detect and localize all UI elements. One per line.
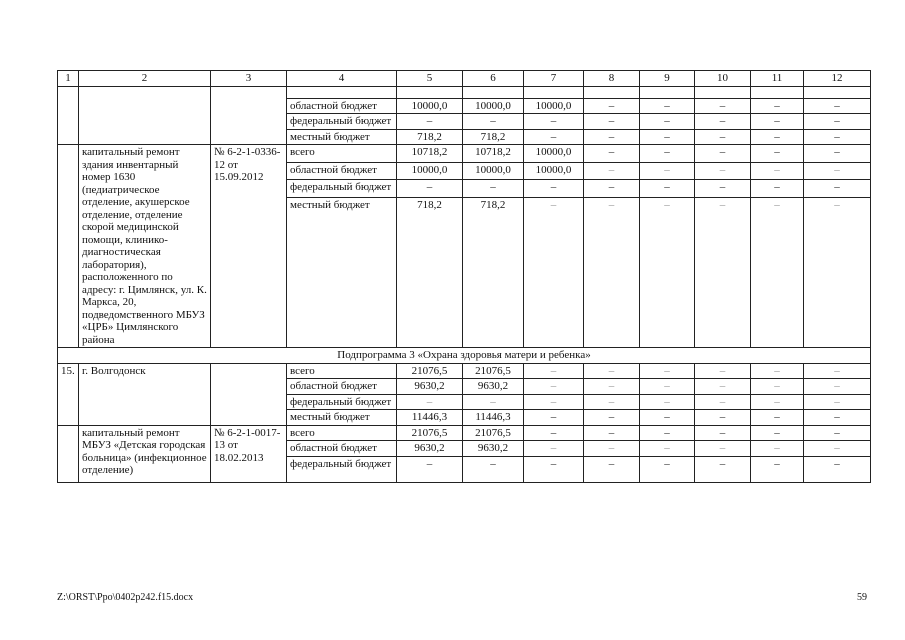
source-label: всего xyxy=(287,363,397,379)
dash-cell: – xyxy=(751,441,804,457)
dash-cell: – xyxy=(804,145,871,163)
dash-cell: – xyxy=(751,363,804,379)
value-cell: – xyxy=(524,363,584,379)
dash-cell: – xyxy=(584,456,640,482)
dash-cell: – xyxy=(584,198,640,348)
dash-cell: – xyxy=(640,441,695,457)
dash-cell: – xyxy=(751,145,804,163)
dash-cell: – xyxy=(695,98,751,114)
table-cell xyxy=(211,86,287,145)
dash-cell: – xyxy=(751,456,804,482)
source-label: областной бюджет xyxy=(287,98,397,114)
source-label: областной бюджет xyxy=(287,379,397,395)
dash-cell: – xyxy=(584,441,640,457)
table-row xyxy=(58,86,871,98)
column-header: 12 xyxy=(804,71,871,87)
dash-cell: – xyxy=(584,379,640,395)
table-cell xyxy=(287,86,397,98)
dash-cell: – xyxy=(804,441,871,457)
column-header: 10 xyxy=(695,71,751,87)
dash-cell: – xyxy=(804,379,871,395)
dash-cell: – xyxy=(584,145,640,163)
table-row xyxy=(58,145,871,163)
column-header: 11 xyxy=(751,71,804,87)
source-label: федеральный бюджет xyxy=(287,394,397,410)
dash-cell: – xyxy=(751,98,804,114)
dash-cell: – xyxy=(584,394,640,410)
dash-cell: – xyxy=(695,456,751,482)
value-cell: 9630,2 xyxy=(463,379,524,395)
value-cell: – xyxy=(463,114,524,130)
value-cell: 10000,0 xyxy=(524,145,584,163)
source-label: местный бюджет xyxy=(287,129,397,145)
value-cell: – xyxy=(397,114,463,130)
column-header: 9 xyxy=(640,71,695,87)
table-cell xyxy=(211,363,287,425)
dash-cell: – xyxy=(804,394,871,410)
dash-cell: – xyxy=(804,180,871,198)
dash-cell: – xyxy=(695,410,751,426)
document-ref: № 6-2-1-0336-12 от 15.09.2012 xyxy=(211,145,287,348)
value-cell: 21076,5 xyxy=(463,363,524,379)
column-header: 3 xyxy=(211,71,287,87)
document-ref: № 6-2-1-0017-13 от 18.02.2013 xyxy=(211,425,287,482)
dash-cell: – xyxy=(695,114,751,130)
value-cell: 718,2 xyxy=(463,198,524,348)
value-cell: – xyxy=(524,456,584,482)
dash-cell: – xyxy=(640,129,695,145)
dash-cell: – xyxy=(804,425,871,441)
dash-cell: – xyxy=(804,114,871,130)
dash-cell: – xyxy=(695,394,751,410)
source-label: местный бюджет xyxy=(287,198,397,348)
dash-cell: – xyxy=(695,363,751,379)
value-cell: – xyxy=(397,180,463,198)
dash-cell: – xyxy=(695,379,751,395)
column-header: 1 xyxy=(58,71,79,87)
value-cell: 10718,2 xyxy=(463,145,524,163)
value-cell: 11446,3 xyxy=(397,410,463,426)
value-cell: – xyxy=(524,198,584,348)
page-number: 59 xyxy=(857,592,867,603)
value-cell: – xyxy=(524,180,584,198)
value-cell: – xyxy=(463,456,524,482)
dash-cell: – xyxy=(751,162,804,180)
dash-cell: – xyxy=(695,441,751,457)
source-label: всего xyxy=(287,425,397,441)
column-header: 5 xyxy=(397,71,463,87)
column-header: 4 xyxy=(287,71,397,87)
table-cell xyxy=(584,86,640,98)
source-label: областной бюджет xyxy=(287,162,397,180)
table-cell xyxy=(463,86,524,98)
value-cell: – xyxy=(524,410,584,426)
source-label: областной бюджет xyxy=(287,441,397,457)
dash-cell: – xyxy=(804,198,871,348)
subprogram-row xyxy=(58,348,871,364)
dash-cell: – xyxy=(640,114,695,130)
dash-cell: – xyxy=(751,425,804,441)
table-cell xyxy=(524,86,584,98)
dash-cell: – xyxy=(751,379,804,395)
column-header: 6 xyxy=(463,71,524,87)
dash-cell: – xyxy=(584,129,640,145)
footer-file-path: Z:\ORST\Ppo\0402p242.f15.docx xyxy=(57,592,194,603)
table-cell xyxy=(695,86,751,98)
value-cell: 21076,5 xyxy=(397,363,463,379)
budget-table xyxy=(57,70,871,483)
object-name: капитальный ремонт МБУЗ «Детская городская больница» (инфекционное отделение) xyxy=(79,425,211,482)
subprogram-title: Подпрограмма 3 «Охрана здоровья матери и ребенка» xyxy=(58,348,871,364)
dash-cell: – xyxy=(584,98,640,114)
dash-cell: – xyxy=(804,162,871,180)
value-cell: 21076,5 xyxy=(463,425,524,441)
dash-cell: – xyxy=(804,363,871,379)
row-number: 15. xyxy=(58,363,79,425)
dash-cell: – xyxy=(640,456,695,482)
dash-cell: – xyxy=(584,363,640,379)
dash-cell: – xyxy=(640,198,695,348)
dash-cell: – xyxy=(584,180,640,198)
table-cell xyxy=(751,86,804,98)
dash-cell: – xyxy=(584,425,640,441)
dash-cell: – xyxy=(640,379,695,395)
dash-cell: – xyxy=(804,410,871,426)
table-cell xyxy=(58,145,79,348)
table-cell xyxy=(397,86,463,98)
value-cell: 718,2 xyxy=(463,129,524,145)
dash-cell: – xyxy=(695,129,751,145)
dash-cell: – xyxy=(584,410,640,426)
source-label: всего xyxy=(287,145,397,163)
value-cell: 9630,2 xyxy=(463,441,524,457)
dash-cell: – xyxy=(695,425,751,441)
value-cell: 10000,0 xyxy=(397,98,463,114)
column-header: 7 xyxy=(524,71,584,87)
table-row xyxy=(58,363,871,379)
value-cell: 10000,0 xyxy=(397,162,463,180)
value-cell: – xyxy=(524,129,584,145)
source-label: федеральный бюджет xyxy=(287,180,397,198)
dash-cell: – xyxy=(695,162,751,180)
dash-cell: – xyxy=(640,145,695,163)
column-header: 2 xyxy=(79,71,211,87)
dash-cell: – xyxy=(695,180,751,198)
table-cell xyxy=(79,86,211,145)
value-cell: 21076,5 xyxy=(397,425,463,441)
value-cell: 11446,3 xyxy=(463,410,524,426)
dash-cell: – xyxy=(751,394,804,410)
dash-cell: – xyxy=(751,198,804,348)
dash-cell: – xyxy=(640,394,695,410)
table-cell xyxy=(804,86,871,98)
value-cell: – xyxy=(463,394,524,410)
dash-cell: – xyxy=(640,425,695,441)
dash-cell: – xyxy=(751,129,804,145)
value-cell: 718,2 xyxy=(397,198,463,348)
value-cell: – xyxy=(524,441,584,457)
value-cell: – xyxy=(463,180,524,198)
dash-cell: – xyxy=(584,114,640,130)
value-cell: – xyxy=(524,379,584,395)
object-name: капитальный ремонт здания инвентарный номер 1630 (педиатрическое отделение, акушерское отделение, отделение скорой медицинской помощи, клинико-диагностическая лаборатория), расположенного по адресу: г. Цимлянск, ул. К. Маркса, 20, подведомственного МБУЗ «ЦРБ» Цимлянского района xyxy=(79,145,211,348)
value-cell: 10000,0 xyxy=(524,98,584,114)
dash-cell: – xyxy=(640,180,695,198)
dash-cell: – xyxy=(640,162,695,180)
dash-cell: – xyxy=(751,410,804,426)
value-cell: 10000,0 xyxy=(524,162,584,180)
source-label: федеральный бюджет xyxy=(287,114,397,130)
dash-cell: – xyxy=(804,456,871,482)
dash-cell: – xyxy=(640,410,695,426)
object-name: г. Волгодонск xyxy=(79,363,211,425)
table-row xyxy=(58,425,871,441)
source-label: федеральный бюджет xyxy=(287,456,397,482)
value-cell: 10718,2 xyxy=(397,145,463,163)
table-cell xyxy=(58,425,79,482)
value-cell: – xyxy=(524,114,584,130)
table-cell xyxy=(58,86,79,145)
value-cell: 10000,0 xyxy=(463,162,524,180)
value-cell: 9630,2 xyxy=(397,441,463,457)
dash-cell: – xyxy=(751,114,804,130)
value-cell: – xyxy=(524,425,584,441)
source-label: местный бюджет xyxy=(287,410,397,426)
dash-cell: – xyxy=(695,145,751,163)
dash-cell: – xyxy=(804,129,871,145)
dash-cell: – xyxy=(695,198,751,348)
table-cell xyxy=(640,86,695,98)
value-cell: – xyxy=(524,394,584,410)
value-cell: – xyxy=(397,456,463,482)
dash-cell: – xyxy=(804,98,871,114)
value-cell: 10000,0 xyxy=(463,98,524,114)
value-cell: 718,2 xyxy=(397,129,463,145)
dash-cell: – xyxy=(640,98,695,114)
column-header-row xyxy=(58,71,871,87)
column-header: 8 xyxy=(584,71,640,87)
dash-cell: – xyxy=(584,162,640,180)
value-cell: 9630,2 xyxy=(397,379,463,395)
dash-cell: – xyxy=(751,180,804,198)
dash-cell: – xyxy=(640,363,695,379)
value-cell: – xyxy=(397,394,463,410)
